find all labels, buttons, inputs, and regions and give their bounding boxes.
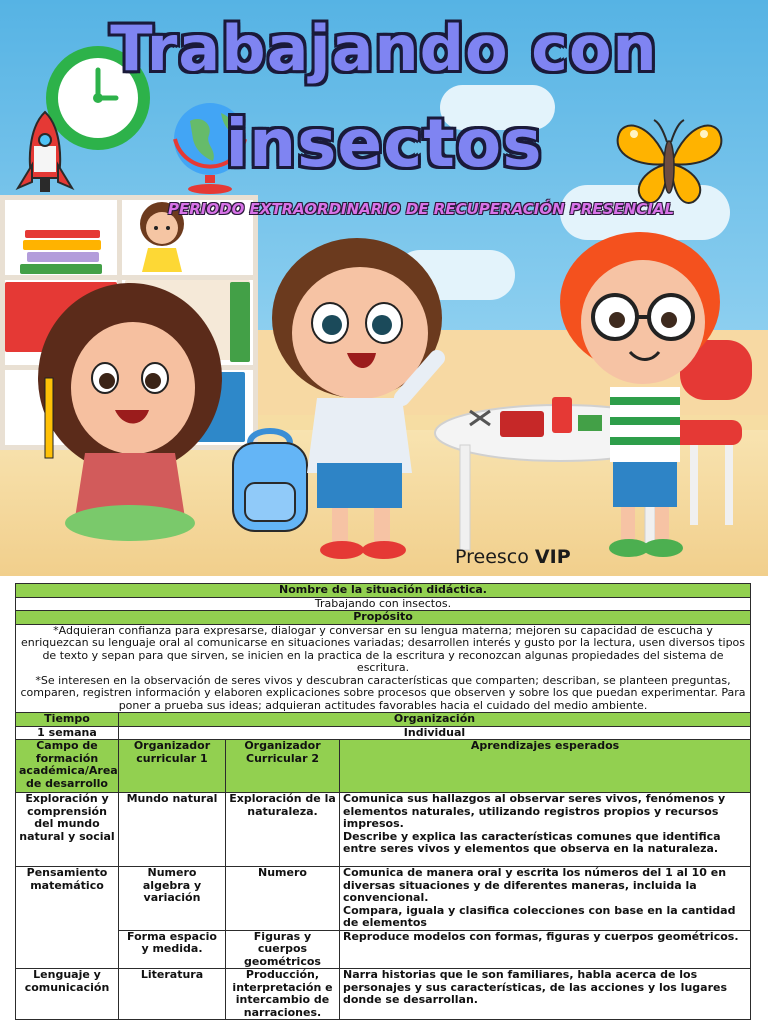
situation-header: Nombre de la situación didáctica. [16, 584, 751, 598]
purpose-cell [16, 624, 751, 713]
column-header-campo: Campo de formación académica/Area de desarrollo [16, 740, 119, 793]
boy-character [262, 228, 452, 568]
time-value: 1 semana [16, 726, 119, 740]
row-campo: Exploración y comprensión del mundo natural y social [16, 793, 119, 867]
cover-title-line1: Trabajando con [110, 12, 658, 85]
row-campo: Lenguaje y comunicación [16, 969, 119, 1020]
row-org2: Producción, interpretación e intercambio de narraciones. [226, 969, 340, 1020]
row-org1: Numero algebra y variación [119, 867, 226, 931]
row-org1: Literatura [119, 969, 226, 1020]
row-aprendizaje: Reproduce modelos con formas, figuras y cuerpos geométricos. [340, 930, 751, 969]
purpose-paragraph-1: *Adquieran confianza para expresarse, dialogar y conversar en su lengua materna; mejoren su capacidad de escucha y enriquezcan su lenguaje oral al comunicarse en situaciones variadas; desarrollen interés y gusto por la lectura, usen diversos tipos de texto y sepan para que sirven, se inicien en la practica de la escritura y reconozcan algunas propiedades del sistema de escritura. [20, 623, 746, 674]
purpose-paragraph-2: *Se interesen en la observación de seres vivos y descubran características que comparten; describan, se planteen preguntas, comparen, registren información y elaboren explicaciones sobre procesos que observen y sobre los que puedan experimentar. Para poner a prueba sus ideas; adquieran actitudes favorables hacia el cuidado del medio ambiente. [20, 673, 746, 712]
brand-name: Preesco [455, 546, 529, 568]
situation-name: Trabajando con insectos. [16, 597, 751, 611]
row-aprendizaje: Comunica sus hallazgos al observar seres vivos, fenómenos y elementos naturales, utilizando registros propios y recursos impresos. Describe y explica las características comunes que identifica entre seres vivos y elementos que observa en la naturaleza. [340, 793, 751, 867]
row-org2: Figuras y cuerpos geométricos [226, 930, 340, 969]
row-org1: Forma espacio y medida. [119, 930, 226, 969]
row-campo: Pensamiento matemático [16, 867, 119, 969]
row-org1: Mundo natural [119, 793, 226, 867]
cover-subtitle: PERIODO EXTRAORDINARIO DE RECUPERACIÓN PRESENCIAL [168, 200, 675, 218]
row-aprendizaje: Comunica de manera oral y escrita los números del 1 al 10 en diversas situaciones y de diferentes maneras, incluida la convencional. Compara, iguala y clasifica colecciones con base en la cantidad de elementos [340, 867, 751, 931]
row-org2: Numero [226, 867, 340, 931]
brand-logo [455, 546, 571, 568]
organization-header: Organización [119, 713, 751, 727]
time-header: Tiempo [16, 713, 119, 727]
girl-character [25, 278, 235, 563]
didactic-table [15, 583, 751, 1020]
column-header-org2: Organizador Curricular 2 [226, 740, 340, 793]
brand-suffix: VIP [534, 546, 571, 568]
cover-title-line2: insectos [225, 105, 543, 182]
organization-value: Individual [119, 726, 751, 740]
column-header-aprendizajes: Aprendizajes esperados [340, 740, 751, 793]
row-org2: Exploración de la naturaleza. [226, 793, 340, 867]
planning-table [15, 583, 750, 1020]
row-aprendizaje: Narra historias que le son familiares, habla acerca de los personajes y sus características, de las acciones y los lugares donde se desarrollan. [340, 969, 751, 1020]
column-header-org1: Organizador curricular 1 [119, 740, 226, 793]
purpose-header: Propósito [16, 611, 751, 625]
boy-glasses-character [555, 222, 725, 567]
